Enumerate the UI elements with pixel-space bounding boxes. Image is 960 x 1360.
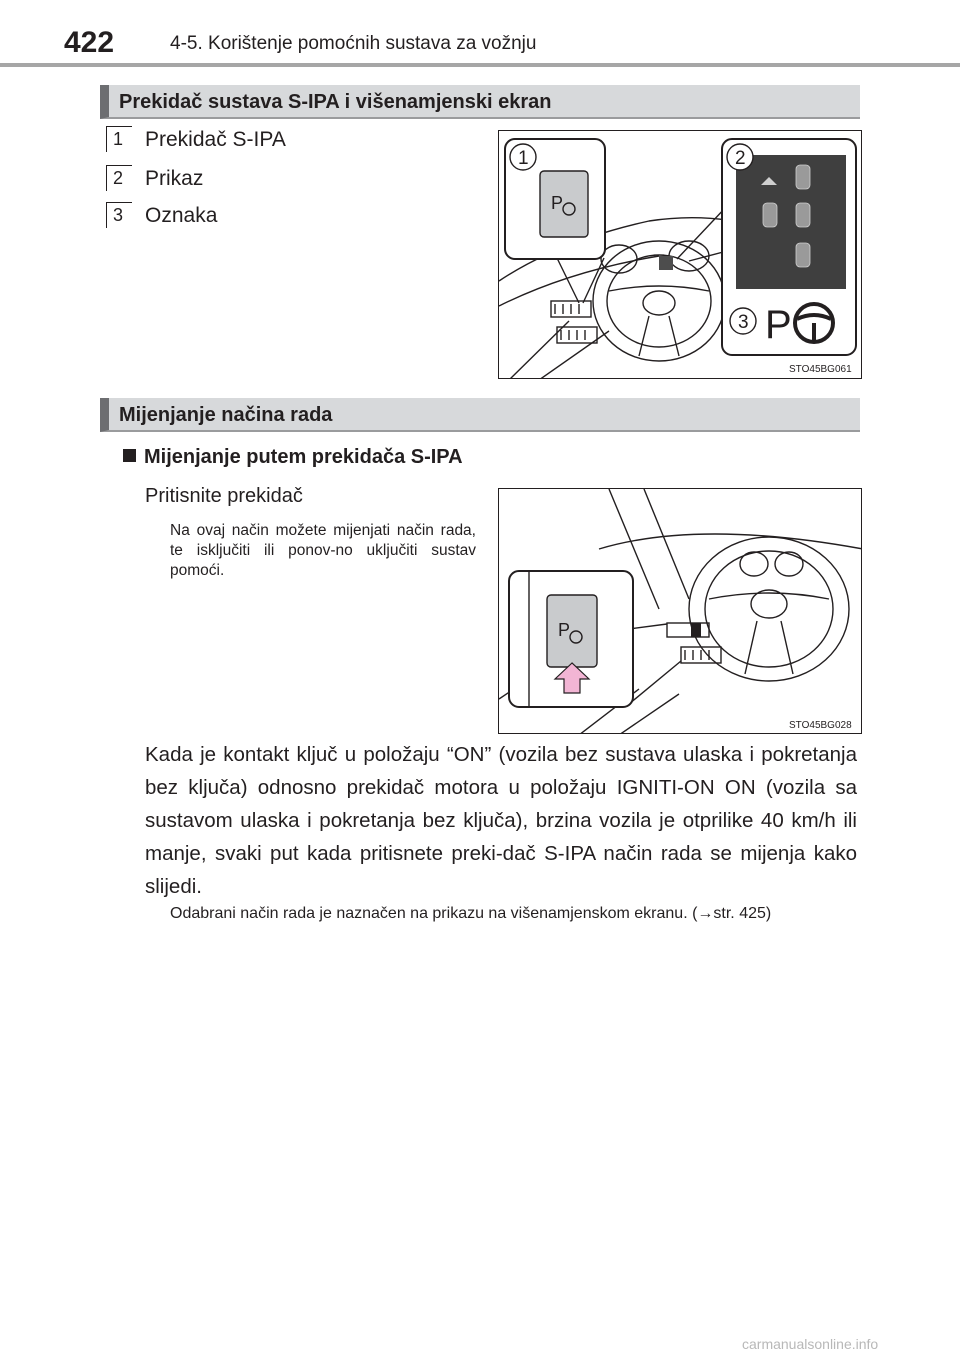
- switch-p-letter: P: [551, 193, 564, 213]
- item-marker-1: 1: [106, 126, 132, 152]
- figure-press-switch: [498, 488, 862, 734]
- note-switch-function: Na ovaj način možete mijenjati način rada, te isključiti ili ponov-no uključiti sustav pomoći.: [170, 522, 476, 579]
- section-heading-text: Prekidač sustava S-IPA i višenamjenski ekran: [119, 91, 552, 113]
- item-label-switch: Prekidač S-IPA: [145, 128, 286, 151]
- body-paragraph: Kada je kontakt ključ u položaju “ON” (vozila bez sustava ulaska i pokretanja bez ključa) odnosno prekidač motora u položaju IGNITI-ON ON (vozila sa sustavom ulaska i pokretanja bez ključa), brzina vozila je otprilike 40 km/h ili manje, svaki put kada pritisnete preki-dač S-IPA način rada se mijenja kako slijedi.: [145, 743, 857, 898]
- section-heading-change-mode: [100, 398, 860, 432]
- page-number: 422: [64, 26, 115, 59]
- figure-code: STO45BG061: [789, 364, 852, 375]
- section-heading-text: Mijenjanje načina rada: [119, 404, 333, 426]
- item-label-mark: Oznaka: [145, 204, 218, 227]
- step-text: Pritisnite prekidač: [145, 485, 303, 507]
- header-rule: [0, 63, 960, 67]
- sub-heading: Mijenjanje putem prekidača S-IPA: [123, 446, 463, 469]
- press-switch-illustration: [499, 489, 862, 734]
- parking-mark-letter: P: [765, 303, 792, 347]
- chapter-title: 4-5. Korištenje pomoćnih sustava za vožnju: [170, 33, 537, 54]
- note-mode-display: Odabrani način rada je naznačen na prikazu na višenamjenskom ekranu. (→str. 425): [170, 905, 772, 922]
- item-marker-3: 3: [106, 202, 132, 228]
- switch-p-letter: P: [558, 620, 571, 640]
- section-heading-switch-display: [100, 85, 860, 119]
- callout-2-label: 2: [735, 148, 746, 169]
- callout-1-label: 1: [518, 148, 529, 169]
- dashboard-illustration: [499, 131, 862, 379]
- item-marker-2: 2: [106, 165, 132, 191]
- figure-switch-and-display: [498, 130, 862, 379]
- square-bullet-icon: [123, 449, 136, 462]
- callout-3-label: 3: [738, 312, 749, 333]
- watermark: carmanualsonline.info: [742, 1336, 879, 1352]
- item-label-display: Prikaz: [145, 167, 204, 190]
- figure-code: STO45BG028: [789, 720, 852, 731]
